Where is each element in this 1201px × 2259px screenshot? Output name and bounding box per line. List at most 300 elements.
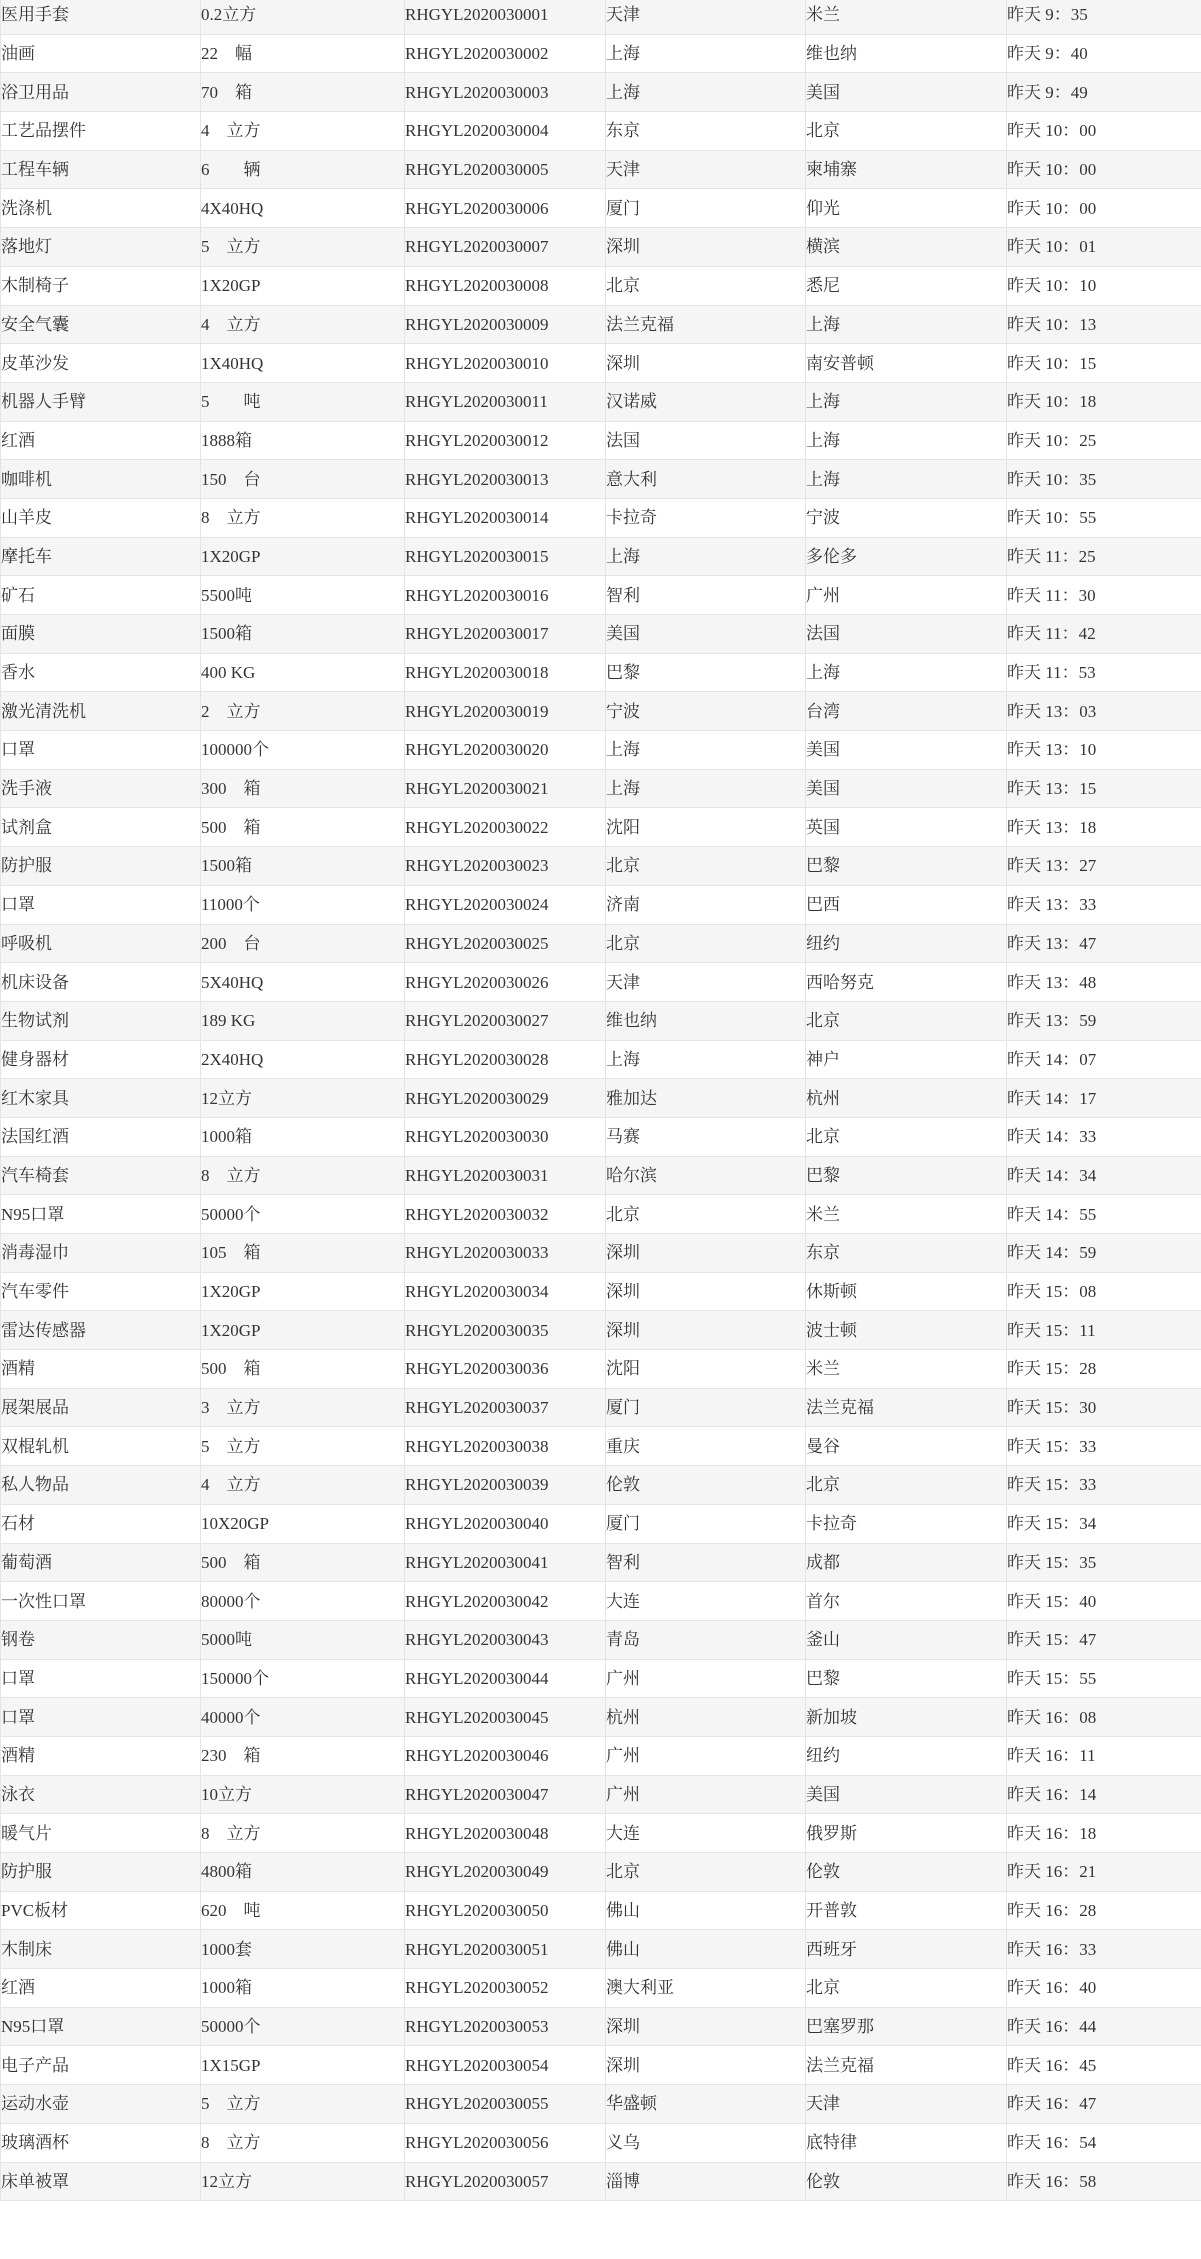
cell-origin-city: 北京: [606, 924, 806, 963]
table-row[interactable]: [1, 1891, 1201, 1930]
cell-order-number: RHGYL2020030019: [405, 692, 606, 731]
cell-destination-city: 上海: [806, 460, 1007, 499]
cell-product-name: 防护服: [1, 847, 201, 886]
table-row[interactable]: [1, 924, 1201, 963]
cell-product-name: 矿石: [1, 576, 201, 615]
cell-quantity: 1X20GP: [201, 537, 405, 576]
cell-origin-city: 哈尔滨: [606, 1156, 806, 1195]
cell-quantity: 1888箱: [201, 421, 405, 460]
cell-order-number: RHGYL2020030021: [405, 769, 606, 808]
cell-origin-city: 意大利: [606, 460, 806, 499]
table-row[interactable]: [1, 228, 1201, 267]
cell-order-number: RHGYL2020030046: [405, 1736, 606, 1775]
table-row[interactable]: [1, 576, 1201, 615]
table-row[interactable]: [1, 2046, 1201, 2085]
cell-destination-city: 柬埔寨: [806, 150, 1007, 189]
cell-time: 昨天 15：28: [1007, 1350, 1201, 1389]
cell-order-number: RHGYL2020030038: [405, 1427, 606, 1466]
table-row[interactable]: [1, 150, 1201, 189]
cell-time: 昨天 15：33: [1007, 1466, 1201, 1505]
cell-time: 昨天 10：55: [1007, 498, 1201, 537]
table-row[interactable]: [1, 344, 1201, 383]
cell-destination-city: 巴黎: [806, 847, 1007, 886]
cell-product-name: 红酒: [1, 421, 201, 460]
cell-destination-city: 美国: [806, 1775, 1007, 1814]
table-row[interactable]: [1, 1775, 1201, 1814]
cell-origin-city: 澳大利亚: [606, 1969, 806, 2008]
cell-time: 昨天 15：40: [1007, 1582, 1201, 1621]
cell-origin-city: 法兰克福: [606, 305, 806, 344]
cell-time: 昨天 16：21: [1007, 1853, 1201, 1892]
cell-quantity: 620 吨: [201, 1891, 405, 1930]
cell-order-number: RHGYL2020030035: [405, 1311, 606, 1350]
cell-order-number: RHGYL2020030026: [405, 963, 606, 1002]
table-row[interactable]: [1, 266, 1201, 305]
cell-destination-city: 底特律: [806, 2123, 1007, 2162]
cell-product-name: 生物试剂: [1, 1001, 201, 1040]
cell-quantity: 0.2立方: [201, 0, 405, 34]
cell-quantity: 150000个: [201, 1659, 405, 1698]
cell-order-number: RHGYL2020030045: [405, 1698, 606, 1737]
table-row[interactable]: [1, 1930, 1201, 1969]
cell-quantity: 1X20GP: [201, 1272, 405, 1311]
cell-product-name: 红木家具: [1, 1079, 201, 1118]
cell-order-number: RHGYL2020030025: [405, 924, 606, 963]
cell-quantity: 500 箱: [201, 1543, 405, 1582]
cell-quantity: 8 立方: [201, 2123, 405, 2162]
cell-time: 昨天 16：54: [1007, 2123, 1201, 2162]
cell-quantity: 2X40HQ: [201, 1040, 405, 1079]
table-row[interactable]: [1, 1427, 1201, 1466]
cell-time: 昨天 16：58: [1007, 2162, 1201, 2201]
cell-product-name: N95口罩: [1, 1195, 201, 1234]
table-row[interactable]: [1, 112, 1201, 151]
table-row[interactable]: [1, 615, 1201, 654]
cell-destination-city: 巴黎: [806, 1156, 1007, 1195]
cell-order-number: RHGYL2020030005: [405, 150, 606, 189]
cell-order-number: RHGYL2020030029: [405, 1079, 606, 1118]
cell-quantity: 22 幅: [201, 34, 405, 73]
cell-order-number: RHGYL2020030028: [405, 1040, 606, 1079]
table-row[interactable]: [1, 1698, 1201, 1737]
cell-time: 昨天 15：08: [1007, 1272, 1201, 1311]
cell-quantity: 5 立方: [201, 228, 405, 267]
cell-origin-city: 华盛顿: [606, 2085, 806, 2124]
table-row[interactable]: [1, 731, 1201, 770]
cell-origin-city: 北京: [606, 266, 806, 305]
cell-product-name: 暖气片: [1, 1814, 201, 1853]
cell-destination-city: 纽约: [806, 924, 1007, 963]
cell-origin-city: 广州: [606, 1736, 806, 1775]
cell-destination-city: 多伦多: [806, 537, 1007, 576]
cell-destination-city: 上海: [806, 305, 1007, 344]
cell-order-number: RHGYL2020030018: [405, 653, 606, 692]
cell-destination-city: 巴黎: [806, 1659, 1007, 1698]
cell-product-name: 电子产品: [1, 2046, 201, 2085]
cell-time: 昨天 13：03: [1007, 692, 1201, 731]
cell-order-number: RHGYL2020030002: [405, 34, 606, 73]
table-row[interactable]: [1, 1543, 1201, 1582]
cell-origin-city: 伦敦: [606, 1466, 806, 1505]
cell-destination-city: 北京: [806, 1001, 1007, 1040]
cell-order-number: RHGYL2020030004: [405, 112, 606, 151]
cell-product-name: 酒精: [1, 1350, 201, 1389]
cell-origin-city: 深圳: [606, 1311, 806, 1350]
cell-order-number: RHGYL2020030017: [405, 615, 606, 654]
cell-destination-city: 北京: [806, 112, 1007, 151]
cell-order-number: RHGYL2020030053: [405, 2007, 606, 2046]
cell-origin-city: 法国: [606, 421, 806, 460]
cell-destination-city: 新加坡: [806, 1698, 1007, 1737]
cell-destination-city: 上海: [806, 382, 1007, 421]
cell-time: 昨天 13：15: [1007, 769, 1201, 808]
orders-table-body: [1, 0, 1201, 2201]
cell-time: 昨天 16：47: [1007, 2085, 1201, 2124]
cell-time: 昨天 10：00: [1007, 150, 1201, 189]
cell-product-name: 泳衣: [1, 1775, 201, 1814]
cell-time: 昨天 16：11: [1007, 1736, 1201, 1775]
cell-destination-city: 法国: [806, 615, 1007, 654]
cell-destination-city: 美国: [806, 731, 1007, 770]
cell-quantity: 10X20GP: [201, 1504, 405, 1543]
table-row[interactable]: [1, 769, 1201, 808]
cell-destination-city: 西班牙: [806, 1930, 1007, 1969]
cell-quantity: 8 立方: [201, 498, 405, 537]
cell-origin-city: 智利: [606, 576, 806, 615]
table-row[interactable]: [1, 73, 1201, 112]
cell-origin-city: 厦门: [606, 1388, 806, 1427]
cell-time: 昨天 10：10: [1007, 266, 1201, 305]
cell-time: 昨天 10：25: [1007, 421, 1201, 460]
cell-product-name: 法国红酒: [1, 1117, 201, 1156]
table-row[interactable]: [1, 692, 1201, 731]
cell-product-name: N95口罩: [1, 2007, 201, 2046]
cell-destination-city: 美国: [806, 73, 1007, 112]
cell-quantity: 1000箱: [201, 1117, 405, 1156]
cell-order-number: RHGYL2020030016: [405, 576, 606, 615]
cell-time: 昨天 9：35: [1007, 0, 1201, 34]
cell-product-name: 雷达传感器: [1, 1311, 201, 1350]
cell-quantity: 12立方: [201, 1079, 405, 1118]
cell-origin-city: 上海: [606, 1040, 806, 1079]
table-row[interactable]: [1, 498, 1201, 537]
cell-destination-city: 曼谷: [806, 1427, 1007, 1466]
cell-origin-city: 深圳: [606, 2046, 806, 2085]
cell-origin-city: 巴黎: [606, 653, 806, 692]
cell-product-name: 运动水壶: [1, 2085, 201, 2124]
table-row[interactable]: [1, 1311, 1201, 1350]
cell-destination-city: 横滨: [806, 228, 1007, 267]
cell-quantity: 4 立方: [201, 112, 405, 151]
table-row[interactable]: [1, 1620, 1201, 1659]
cell-origin-city: 北京: [606, 1195, 806, 1234]
cell-quantity: 1500箱: [201, 847, 405, 886]
cell-product-name: 工程车辆: [1, 150, 201, 189]
cell-time: 昨天 15：47: [1007, 1620, 1201, 1659]
cell-quantity: 6 辆: [201, 150, 405, 189]
cell-destination-city: 上海: [806, 653, 1007, 692]
table-row[interactable]: [1, 1117, 1201, 1156]
cell-order-number: RHGYL2020030047: [405, 1775, 606, 1814]
cell-quantity: 5 吨: [201, 382, 405, 421]
cell-origin-city: 厦门: [606, 1504, 806, 1543]
cell-destination-city: 卡拉奇: [806, 1504, 1007, 1543]
cell-order-number: RHGYL2020030032: [405, 1195, 606, 1234]
table-row[interactable]: [1, 1079, 1201, 1118]
cell-product-name: 油画: [1, 34, 201, 73]
table-row[interactable]: [1, 1040, 1201, 1079]
cell-time: 昨天 13：47: [1007, 924, 1201, 963]
table-row[interactable]: [1, 1853, 1201, 1892]
cell-destination-city: 法兰克福: [806, 1388, 1007, 1427]
cell-origin-city: 汉诺威: [606, 382, 806, 421]
cell-quantity: 300 箱: [201, 769, 405, 808]
cell-time: 昨天 13：10: [1007, 731, 1201, 770]
cell-order-number: RHGYL2020030039: [405, 1466, 606, 1505]
cell-destination-city: 维也纳: [806, 34, 1007, 73]
cell-order-number: RHGYL2020030056: [405, 2123, 606, 2162]
cell-destination-city: 纽约: [806, 1736, 1007, 1775]
table-row[interactable]: [1, 2123, 1201, 2162]
cell-product-name: 汽车椅套: [1, 1156, 201, 1195]
cell-product-name: 机器人手臂: [1, 382, 201, 421]
cell-time: 昨天 10：13: [1007, 305, 1201, 344]
cell-order-number: RHGYL2020030034: [405, 1272, 606, 1311]
cell-product-name: 洗涤机: [1, 189, 201, 228]
cell-order-number: RHGYL2020030051: [405, 1930, 606, 1969]
cell-quantity: 12立方: [201, 2162, 405, 2201]
cell-product-name: 落地灯: [1, 228, 201, 267]
cell-order-number: RHGYL2020030008: [405, 266, 606, 305]
cell-time: 昨天 9：40: [1007, 34, 1201, 73]
cell-quantity: 1X20GP: [201, 1311, 405, 1350]
table-row[interactable]: [1, 1195, 1201, 1234]
cell-quantity: 400 KG: [201, 653, 405, 692]
table-row[interactable]: [1, 189, 1201, 228]
cell-destination-city: 北京: [806, 1466, 1007, 1505]
cell-time: 昨天 11：30: [1007, 576, 1201, 615]
cell-destination-city: 法兰克福: [806, 2046, 1007, 2085]
table-row[interactable]: [1, 1736, 1201, 1775]
cell-order-number: RHGYL2020030003: [405, 73, 606, 112]
cell-time: 昨天 10：00: [1007, 112, 1201, 151]
cell-product-name: 口罩: [1, 731, 201, 770]
cell-destination-city: 伦敦: [806, 2162, 1007, 2201]
cell-product-name: 红酒: [1, 1969, 201, 2008]
cell-origin-city: 杭州: [606, 1698, 806, 1737]
table-row[interactable]: [1, 847, 1201, 886]
cell-destination-city: 宁波: [806, 498, 1007, 537]
table-row[interactable]: [1, 2162, 1201, 2201]
table-row[interactable]: [1, 653, 1201, 692]
table-row[interactable]: [1, 460, 1201, 499]
table-row[interactable]: [1, 808, 1201, 847]
cell-origin-city: 厦门: [606, 189, 806, 228]
table-row[interactable]: [1, 1156, 1201, 1195]
cell-order-number: RHGYL2020030050: [405, 1891, 606, 1930]
cell-origin-city: 深圳: [606, 228, 806, 267]
cell-origin-city: 东京: [606, 112, 806, 151]
cell-product-name: 一次性口罩: [1, 1582, 201, 1621]
cell-destination-city: 悉尼: [806, 266, 1007, 305]
cell-destination-city: 巴西: [806, 885, 1007, 924]
cell-order-number: RHGYL2020030014: [405, 498, 606, 537]
cell-product-name: 酒精: [1, 1736, 201, 1775]
cell-product-name: 口罩: [1, 1698, 201, 1737]
cell-order-number: RHGYL2020030036: [405, 1350, 606, 1389]
table-row[interactable]: [1, 1814, 1201, 1853]
cell-origin-city: 淄博: [606, 2162, 806, 2201]
cell-order-number: RHGYL2020030055: [405, 2085, 606, 2124]
cell-origin-city: 深圳: [606, 1272, 806, 1311]
cell-destination-city: 波士顿: [806, 1311, 1007, 1350]
cell-order-number: RHGYL2020030010: [405, 344, 606, 383]
cell-destination-city: 米兰: [806, 1350, 1007, 1389]
cell-time: 昨天 16：08: [1007, 1698, 1201, 1737]
cell-origin-city: 深圳: [606, 2007, 806, 2046]
cell-order-number: RHGYL2020030052: [405, 1969, 606, 2008]
cell-order-number: RHGYL2020030001: [405, 0, 606, 34]
cell-product-name: 山羊皮: [1, 498, 201, 537]
cell-time: 昨天 16：44: [1007, 2007, 1201, 2046]
table-row[interactable]: [1, 1466, 1201, 1505]
cell-product-name: 木制椅子: [1, 266, 201, 305]
cell-time: 昨天 9：49: [1007, 73, 1201, 112]
cell-origin-city: 深圳: [606, 1234, 806, 1273]
cell-time: 昨天 10：35: [1007, 460, 1201, 499]
table-row[interactable]: [1, 0, 1201, 34]
table-row[interactable]: [1, 537, 1201, 576]
cell-order-number: RHGYL2020030037: [405, 1388, 606, 1427]
table-row[interactable]: [1, 1388, 1201, 1427]
cell-quantity: 4800箱: [201, 1853, 405, 1892]
cell-quantity: 150 台: [201, 460, 405, 499]
table-row[interactable]: [1, 963, 1201, 1002]
table-row[interactable]: [1, 2007, 1201, 2046]
cell-quantity: 8 立方: [201, 1156, 405, 1195]
cell-quantity: 80000个: [201, 1582, 405, 1621]
cell-order-number: RHGYL2020030006: [405, 189, 606, 228]
cell-quantity: 5 立方: [201, 1427, 405, 1466]
cell-quantity: 10立方: [201, 1775, 405, 1814]
cell-destination-city: 台湾: [806, 692, 1007, 731]
cell-destination-city: 伦敦: [806, 1853, 1007, 1892]
cell-origin-city: 维也纳: [606, 1001, 806, 1040]
cell-origin-city: 天津: [606, 150, 806, 189]
cell-product-name: 钢卷: [1, 1620, 201, 1659]
cell-order-number: RHGYL2020030022: [405, 808, 606, 847]
cell-destination-city: 东京: [806, 1234, 1007, 1273]
cell-origin-city: 重庆: [606, 1427, 806, 1466]
cell-origin-city: 沈阳: [606, 1350, 806, 1389]
cell-product-name: 消毒湿巾: [1, 1234, 201, 1273]
cell-product-name: 健身器材: [1, 1040, 201, 1079]
cell-quantity: 230 箱: [201, 1736, 405, 1775]
cell-quantity: 2 立方: [201, 692, 405, 731]
cell-destination-city: 首尔: [806, 1582, 1007, 1621]
cell-time: 昨天 15：34: [1007, 1504, 1201, 1543]
cell-product-name: 防护服: [1, 1853, 201, 1892]
table-row[interactable]: [1, 1582, 1201, 1621]
table-row[interactable]: [1, 1504, 1201, 1543]
cell-destination-city: 釜山: [806, 1620, 1007, 1659]
table-row[interactable]: [1, 421, 1201, 460]
cell-product-name: 激光清洗机: [1, 692, 201, 731]
cell-quantity: 50000个: [201, 2007, 405, 2046]
table-row[interactable]: [1, 885, 1201, 924]
cell-product-name: 汽车零件: [1, 1272, 201, 1311]
table-row[interactable]: [1, 382, 1201, 421]
cell-time: 昨天 13：48: [1007, 963, 1201, 1002]
table-row[interactable]: [1, 1001, 1201, 1040]
cell-quantity: 11000个: [201, 885, 405, 924]
cell-quantity: 8 立方: [201, 1814, 405, 1853]
cell-time: 昨天 10：15: [1007, 344, 1201, 383]
cell-time: 昨天 16：33: [1007, 1930, 1201, 1969]
table-row[interactable]: [1, 1234, 1201, 1273]
cell-time: 昨天 16：40: [1007, 1969, 1201, 2008]
cell-product-name: 葡萄酒: [1, 1543, 201, 1582]
cell-product-name: 浴卫用品: [1, 73, 201, 112]
cell-order-number: RHGYL2020030012: [405, 421, 606, 460]
cell-product-name: 石材: [1, 1504, 201, 1543]
cell-time: 昨天 16：18: [1007, 1814, 1201, 1853]
cell-time: 昨天 15：11: [1007, 1311, 1201, 1350]
cell-quantity: 1000套: [201, 1930, 405, 1969]
cell-quantity: 1000箱: [201, 1969, 405, 2008]
cell-destination-city: 杭州: [806, 1079, 1007, 1118]
cell-quantity: 1X40HQ: [201, 344, 405, 383]
cell-time: 昨天 16：28: [1007, 1891, 1201, 1930]
cell-time: 昨天 15：30: [1007, 1388, 1201, 1427]
cell-destination-city: 北京: [806, 1969, 1007, 2008]
cell-product-name: 咖啡机: [1, 460, 201, 499]
cell-origin-city: 天津: [606, 0, 806, 34]
cell-quantity: 189 KG: [201, 1001, 405, 1040]
cell-destination-city: 广州: [806, 576, 1007, 615]
table-row[interactable]: [1, 2085, 1201, 2124]
table-row[interactable]: [1, 305, 1201, 344]
cell-product-name: 玻璃酒杯: [1, 2123, 201, 2162]
cell-origin-city: 济南: [606, 885, 806, 924]
cell-destination-city: 上海: [806, 421, 1007, 460]
cell-destination-city: 神户: [806, 1040, 1007, 1079]
cell-time: 昨天 14：55: [1007, 1195, 1201, 1234]
table-row[interactable]: [1, 34, 1201, 73]
cell-order-number: RHGYL2020030040: [405, 1504, 606, 1543]
cell-product-name: 摩托车: [1, 537, 201, 576]
cell-product-name: 展架展品: [1, 1388, 201, 1427]
cell-order-number: RHGYL2020030027: [405, 1001, 606, 1040]
cell-origin-city: 雅加达: [606, 1079, 806, 1118]
cell-origin-city: 沈阳: [606, 808, 806, 847]
table-row[interactable]: [1, 1969, 1201, 2008]
cell-quantity: 5 立方: [201, 2085, 405, 2124]
cell-time: 昨天 11：25: [1007, 537, 1201, 576]
cell-origin-city: 美国: [606, 615, 806, 654]
cell-time: 昨天 11：42: [1007, 615, 1201, 654]
cell-time: 昨天 14：59: [1007, 1234, 1201, 1273]
table-row[interactable]: [1, 1272, 1201, 1311]
cell-origin-city: 北京: [606, 1853, 806, 1892]
cell-product-name: 皮革沙发: [1, 344, 201, 383]
table-row[interactable]: [1, 1350, 1201, 1389]
cell-destination-city: 成都: [806, 1543, 1007, 1582]
cell-origin-city: 卡拉奇: [606, 498, 806, 537]
cell-origin-city: 深圳: [606, 344, 806, 383]
cell-order-number: RHGYL2020030024: [405, 885, 606, 924]
table-row[interactable]: [1, 1659, 1201, 1698]
